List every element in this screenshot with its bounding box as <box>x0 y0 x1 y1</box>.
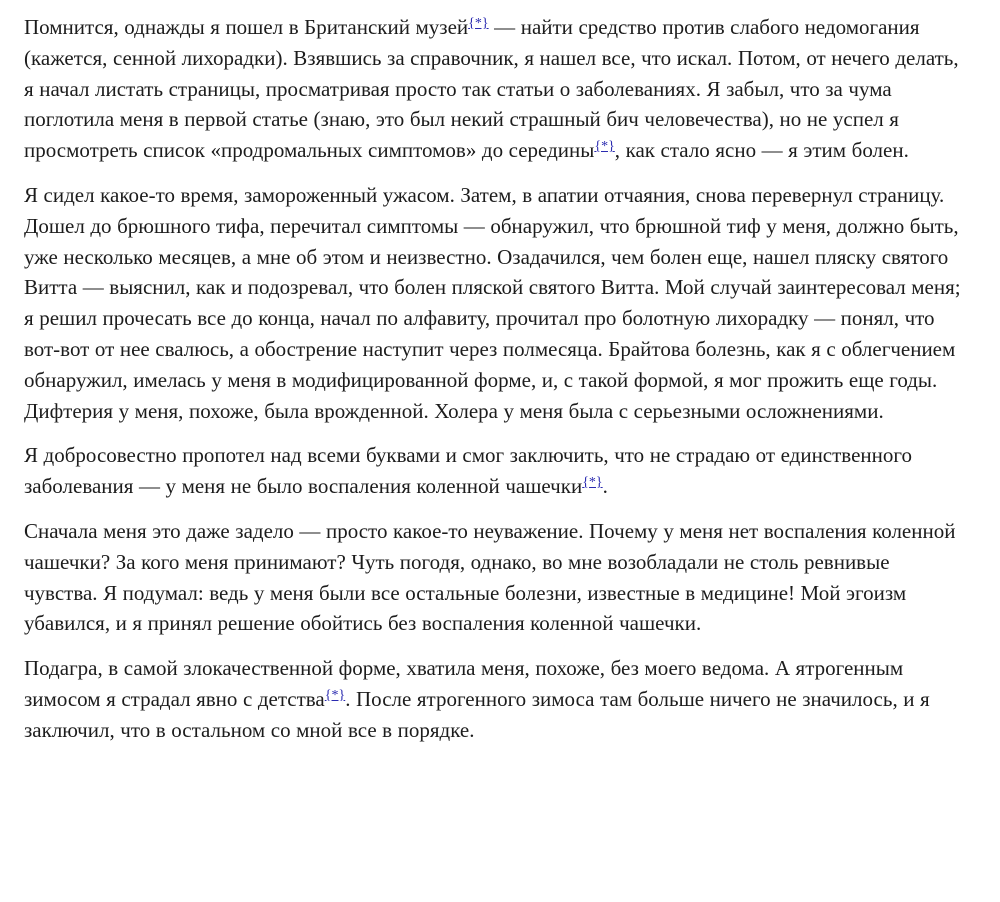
paragraph-text: Я сидел какое-то время, замороженный ужасом. Затем, в апатии отчаяния, снова перевернул страницу. Дошел до брюшного тифа, перечитал симптомы — обнаружил, что брюшной тиф у меня, должно быть, уже несколько месяцев, а мне об этом и неизвестно. Озадачился, чем болен еще, нашел пляску святого Витта — выяснил, как и подозревал, что болен пляской святого Витта. Мой случай заинтересовал меня; я решил прочесать все до конца, начал по алфавиту, прочитал про болотную лихорадку — понял, что вот-вот от нее свалюсь, а обострение наступит через полмесяца. Брайтова болезнь, как я с облегчением обнаружил, имелась у меня в модифицированной форме, и, с такой формой, я мог прожить еще годы. Дифтерия у меня, похоже, была врожденной. Холера у меня была с серьезными осложнениями. <box>24 182 961 423</box>
paragraph-text: . После ятрогенного зимоса там больше ничего не значилось, и я заключил, что в остальном со мной все в порядке. <box>24 686 930 742</box>
paragraph-text: Помнится, однажды я пошел в Британский музей <box>24 15 469 39</box>
paragraph-text: Подагра, в самой злокачественной форме, хватила меня, похоже, без моего ведома. А ятрогенным зимосом я страдал явно с детства <box>24 656 904 711</box>
paragraph-text: Сначала меня это даже задело — просто какое-то неуважение. Почему у меня нет воспаления коленной чашечки? За кого меня принимают? Чуть погодя, однако, во мне возобладали не столь ревнивые чувства. Я подумал: ведь у меня были все остальные болезни, известные в медицине! Мой эгоизм убавился, и я принял решение обойтись без воспаления коленной чашечки. <box>24 518 956 636</box>
footnote-link[interactable]: {*} <box>468 16 489 31</box>
footnote-link[interactable]: {*} <box>324 687 346 703</box>
paragraph-2 <box>24 180 964 426</box>
paragraph-3 <box>24 440 964 502</box>
paragraph-1 <box>24 12 964 166</box>
paragraph-5 <box>24 653 964 745</box>
footnote-link[interactable]: {*} <box>582 475 603 491</box>
paragraph-text: — найти средство против слабого недомогания (кажется, сенной лихорадки). Взявшись за справочник, я нашел все, что искал. Потом, от нечего делать, я начал листать страницы, просматривая просто так статьи о заболеваниях. Я забыл, что за чума поглотила меня в первой статье (знаю, это был некий страшный бич человечества), но не успел я просмотреть список «продромальных симптомов» до середины <box>24 15 959 163</box>
footnote-link[interactable]: {*} <box>594 139 615 155</box>
paragraph-text: , как стало ясно — я этим болен. <box>614 138 909 163</box>
paragraph-4 <box>24 516 964 639</box>
paragraph-text: Я добросовестно пропотел над всеми буквами и смог заключить, что не страдаю от единственного заболевания — у меня не было воспаления коленной чашечки <box>24 443 912 499</box>
paragraph-text: . <box>602 474 608 499</box>
